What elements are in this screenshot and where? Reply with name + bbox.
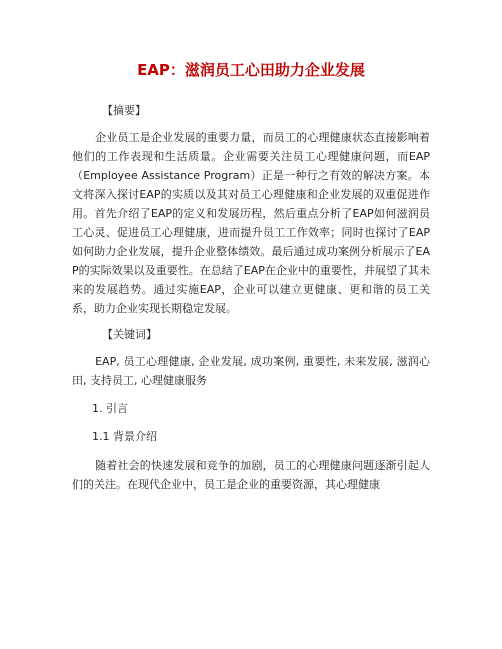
abstract-label: 【摘要】 xyxy=(102,104,146,117)
keywords-text: EAP, 员工心理健康, 企业发展, 成功案例, 重要性, 未来发展, 滋润心田, 支持员工, 心理健康服务 xyxy=(72,355,430,387)
document-title: EAP：滋润员工心田助力企业发展 xyxy=(137,61,365,79)
keywords-label: 【关键词】 xyxy=(102,328,157,341)
section-heading-background: 1.1 背景介绍 xyxy=(92,430,157,443)
background-text: 随着社会的快速发展和竞争的加剧，员工的心理健康问题逐渐引起人们的关注。在现代企业中，员工是企业的重要资源，其心理健康 xyxy=(72,459,430,491)
abstract-text: 企业员工是企业发展的重要力量，而员工的心理健康状态直接影响着他们的工作表现和生活质量。企业需要关注员工心理健康问题，而EAP（Employee Assistance Program）正是一种行之有效的解决方案。本文将深入探讨EAP的实质以及其对员工心理健康和企业发展的双重促进作用。首先介绍了EAP的定义和发展历程，然后重点分析了EAP如何滋润员工心灵、促进员工心理健康，进而提升员工工作效率；同时也探讨了EAP如何助力企业发展，提升企业整体绩效。最后通过成功案例分析展示了EAP的实际效果以及重要性。在总结了EAP在企业中的重要性，并展望了其未来的发展趋势。通过实施EAP，企业可以建立更健康、更和谐的员工关系，助力企业实现长期稳定发展。 xyxy=(72,131,430,315)
section-heading-introduction: 1. 引言 xyxy=(92,402,128,415)
